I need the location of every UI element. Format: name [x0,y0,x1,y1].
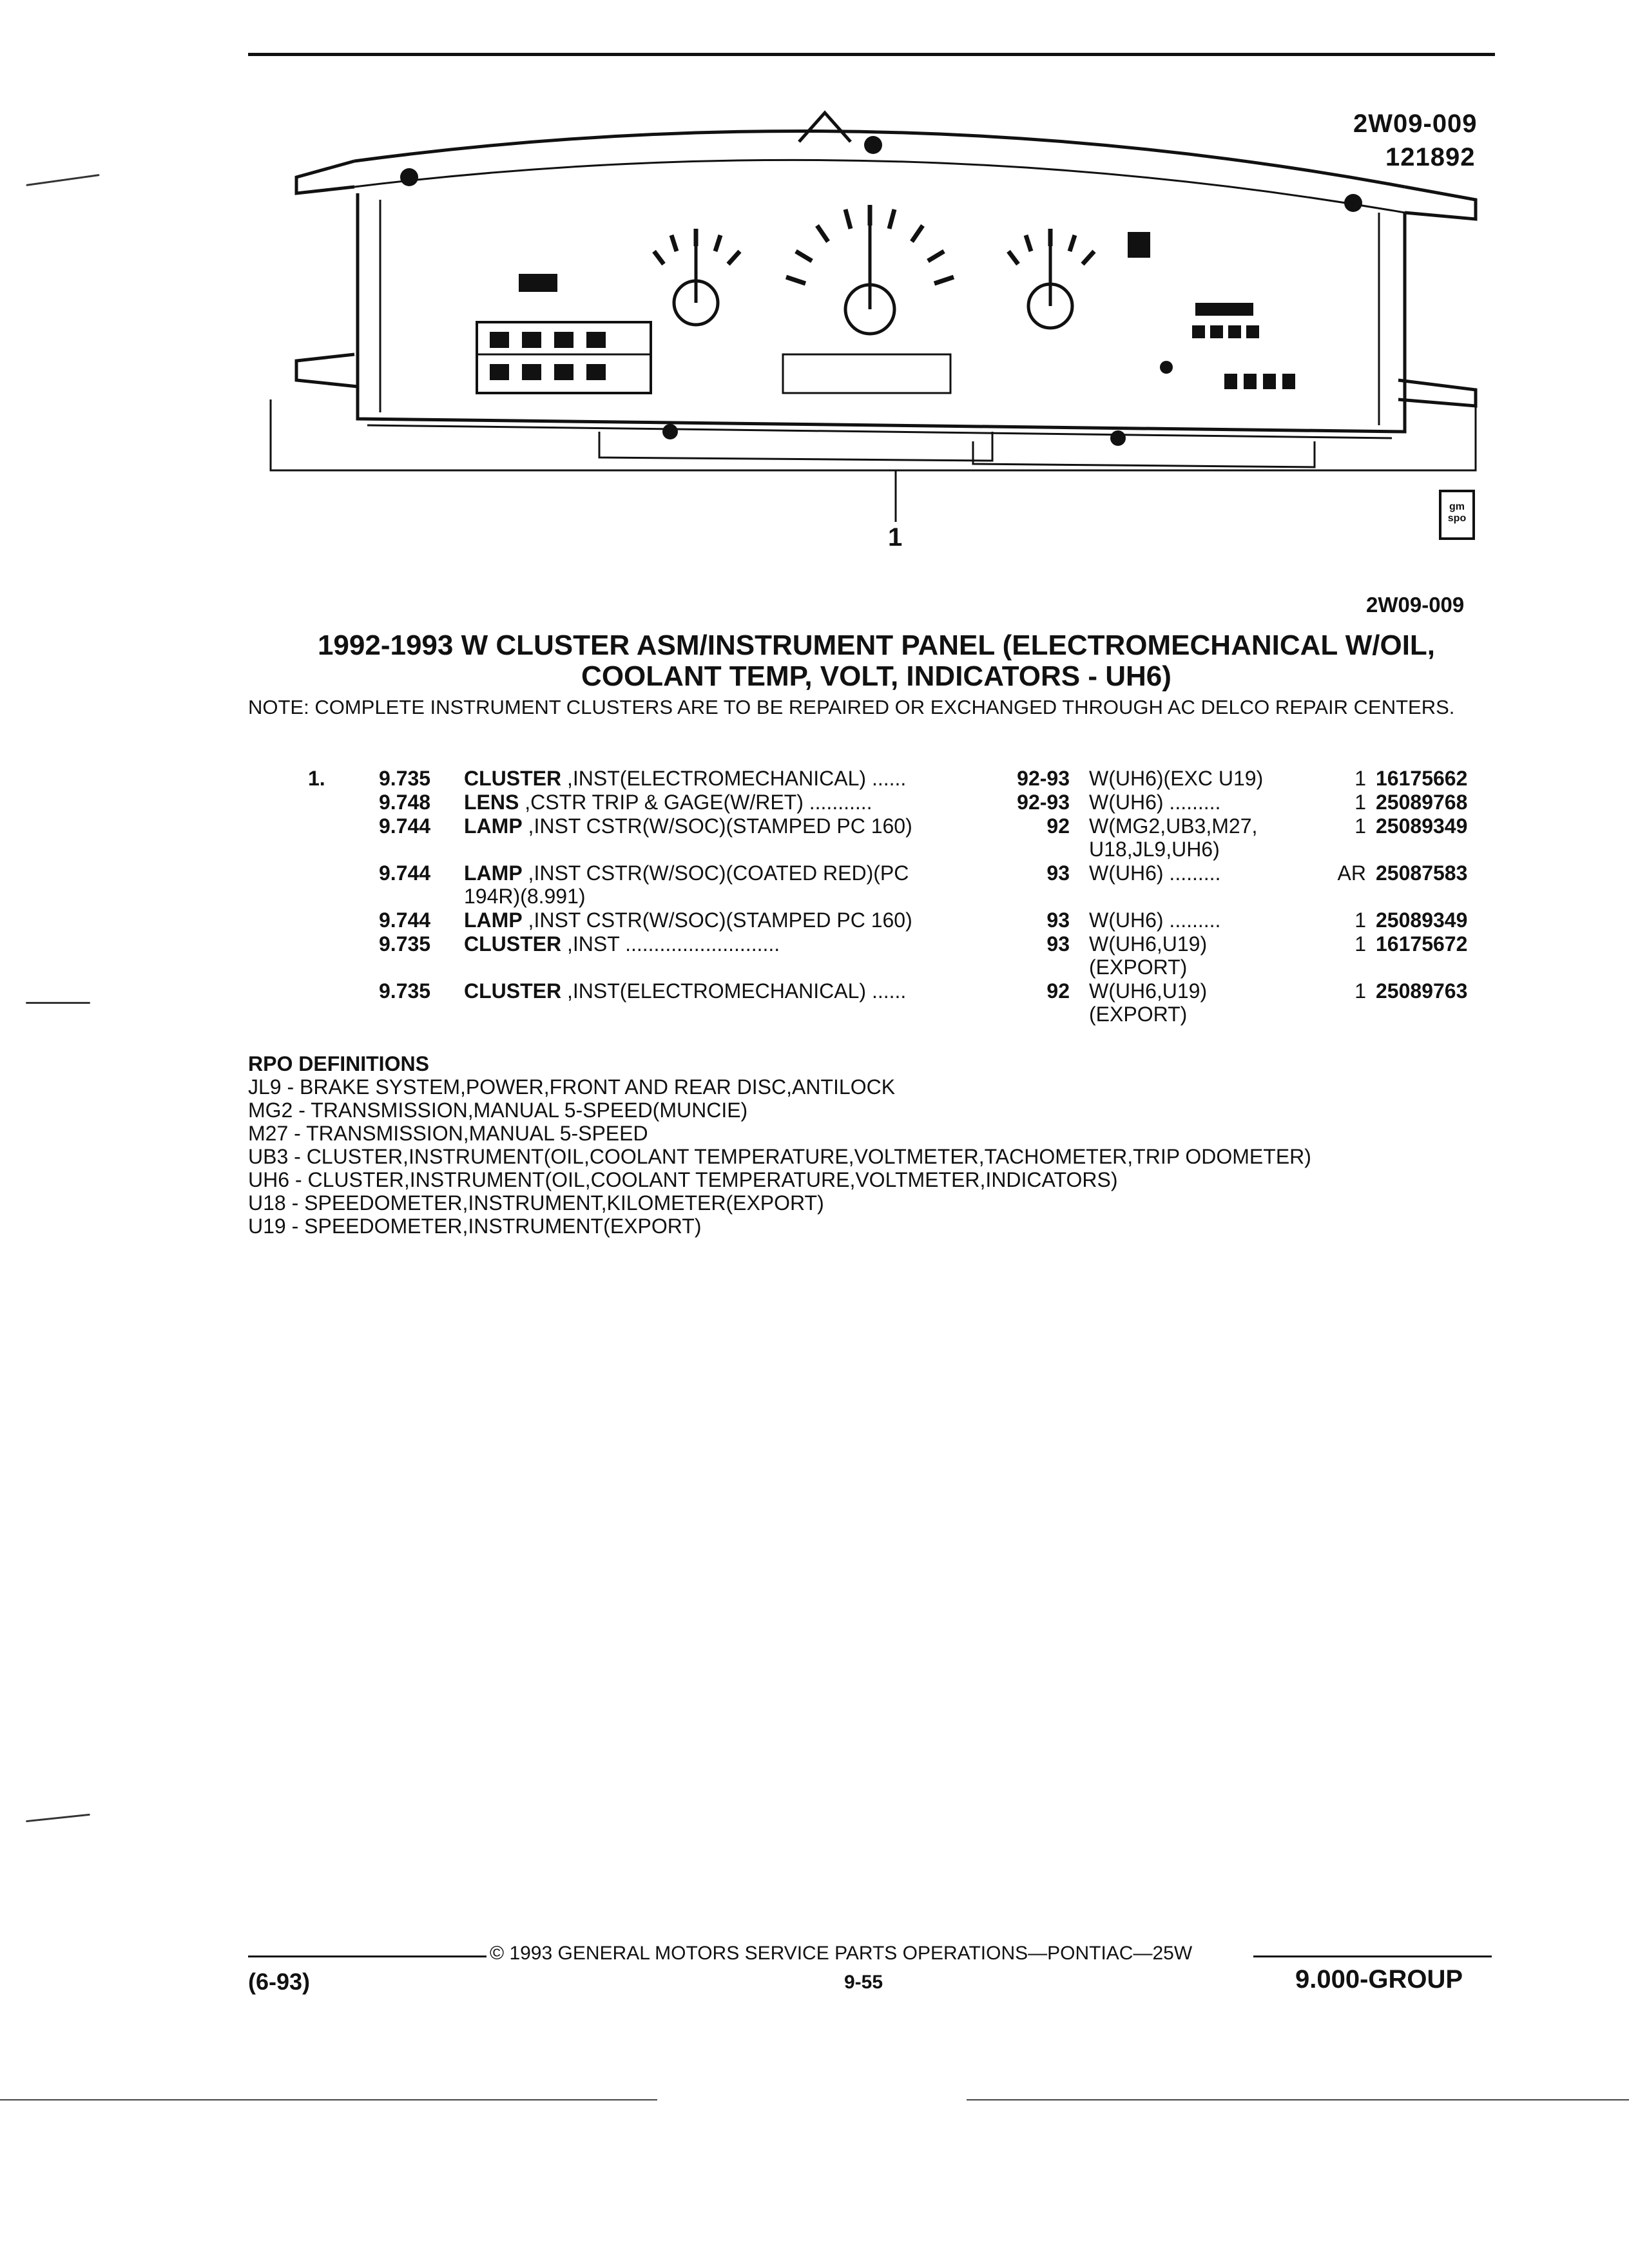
quantity: AR [1337,861,1366,885]
usage: W(UH6,U19) (EXPORT) [1089,932,1208,979]
part-description: LAMP ,INST CSTR(W/SOC)(STAMPED PC 160) [464,814,912,838]
model-years: 93 [1046,932,1070,956]
part-number: 16175662 [1376,767,1468,790]
figure-date-code: 121892 [1385,143,1476,171]
rpo-definition: U18 - SPEEDOMETER,INSTRUMENT,KILOMETER(EXPORT) [248,1191,824,1215]
model-years: 92 [1046,979,1070,1003]
quantity: 1 [1354,814,1366,838]
part-description: CLUSTER ,INST ........................... [464,932,780,956]
rpo-definition: UB3 - CLUSTER,INSTRUMENT(OIL,COOLANT TEMPERATURE,VOLTMETER,TACHOMETER,TRIP ODOMETER) [248,1145,1311,1168]
usage: W(UH6) ......... [1089,861,1221,885]
part-number: 25087583 [1376,861,1468,885]
model-years: 93 [1046,861,1070,885]
part-description: CLUSTER ,INST(ELECTROMECHANICAL) ...... [464,979,907,1003]
group-number: 9.744 [379,908,431,932]
part-number: 25089349 [1376,814,1468,838]
title-line-2: COOLANT TEMP, VOLT, INDICATORS - UH6) [581,660,1171,692]
group-label: 9.000-GROUP [1295,1965,1463,1994]
part-number: 25089349 [1376,908,1468,932]
rpo-definition: JL9 - BRAKE SYSTEM,POWER,FRONT AND REAR DISC,ANTILOCK [248,1075,896,1099]
group-number: 9.735 [379,932,431,956]
rpo-definition: M27 - TRANSMISSION,MANUAL 5-SPEED [248,1122,648,1145]
quantity: 1 [1354,932,1366,956]
group-number: 9.735 [379,767,431,790]
rpo-definition: MG2 - TRANSMISSION,MANUAL 5-SPEED(MUNCIE) [248,1099,748,1122]
usage: W(MG2,UB3,M27, U18,JL9,UH6) [1089,814,1258,861]
part-description: LAMP ,INST CSTR(W/SOC)(COATED RED)(PC 194R)(8.991) [464,861,909,908]
usage: W(UH6)(EXC U19) [1089,767,1264,790]
page-bottom-rule-left [0,2099,657,2100]
usage: W(UH6) ......... [1089,791,1221,814]
item-number: 1. [308,767,325,790]
title-line-1: 1992-1993 W CLUSTER ASM/INSTRUMENT PANEL (ELECTROMECHANICAL W/OIL, [317,629,1436,661]
model-years: 92-93 [1017,791,1070,814]
model-years: 92-93 [1017,767,1070,790]
callout-number: 1 [888,523,903,552]
scan-mark [26,174,99,186]
quantity: 1 [1354,908,1366,932]
model-years: 93 [1046,908,1070,932]
page-title [245,630,1508,692]
part-description: CLUSTER ,INST(ELECTROMECHANICAL) ...... [464,767,907,790]
scan-mark [26,1814,90,1822]
page-number: 9-55 [844,1972,883,1993]
part-number: 25089763 [1376,979,1468,1003]
quantity: 1 [1354,979,1366,1003]
footer-rule-left [248,1956,487,1957]
rpo-heading: RPO DEFINITIONS [248,1052,429,1075]
model-years: 92 [1046,814,1070,838]
rpo-definition: UH6 - CLUSTER,INSTRUMENT(OIL,COOLANT TEMPERATURE,VOLTMETER,INDICATORS) [248,1168,1118,1191]
repair-note: NOTE: COMPLETE INSTRUMENT CLUSTERS ARE TO BE REPAIRED OR EXCHANGED THROUGH AC DELCO REPAIR CENTERS. [248,696,1455,718]
header-rule [248,53,1495,56]
document-id: 2W09-009 [1366,593,1465,617]
footer-rule-right [1253,1956,1492,1957]
instrument-cluster-drawing [251,97,1514,561]
group-number: 9.744 [379,814,431,838]
copyright-notice: © 1993 GENERAL MOTORS SERVICE PARTS OPERATIONS—PONTIAC—25W [490,1943,1193,1964]
gm-spo-badge-label: gm spo [1447,501,1467,524]
usage: W(UH6,U19) (EXPORT) [1089,979,1208,1026]
quantity: 1 [1354,767,1366,790]
usage: W(UH6) ......... [1089,908,1221,932]
gm-spo-badge [1439,490,1475,540]
part-description: LAMP ,INST CSTR(W/SOC)(STAMPED PC 160) [464,908,912,932]
group-number: 9.735 [379,979,431,1003]
page-bottom-rule-right [967,2099,1629,2100]
part-number: 16175672 [1376,932,1468,956]
group-number: 9.744 [379,861,431,885]
group-number: 9.748 [379,791,431,814]
quantity: 1 [1354,791,1366,814]
figure-code: 2W09-009 [1353,110,1478,138]
part-number: 25089768 [1376,791,1468,814]
revision-date: (6-93) [248,1968,311,1995]
scan-mark [26,1002,90,1004]
cluster-illustration [251,97,1514,561]
part-description: LENS ,CSTR TRIP & GAGE(W/RET) ........... [464,791,872,814]
rpo-definition: U19 - SPEEDOMETER,INSTRUMENT(EXPORT) [248,1215,702,1238]
